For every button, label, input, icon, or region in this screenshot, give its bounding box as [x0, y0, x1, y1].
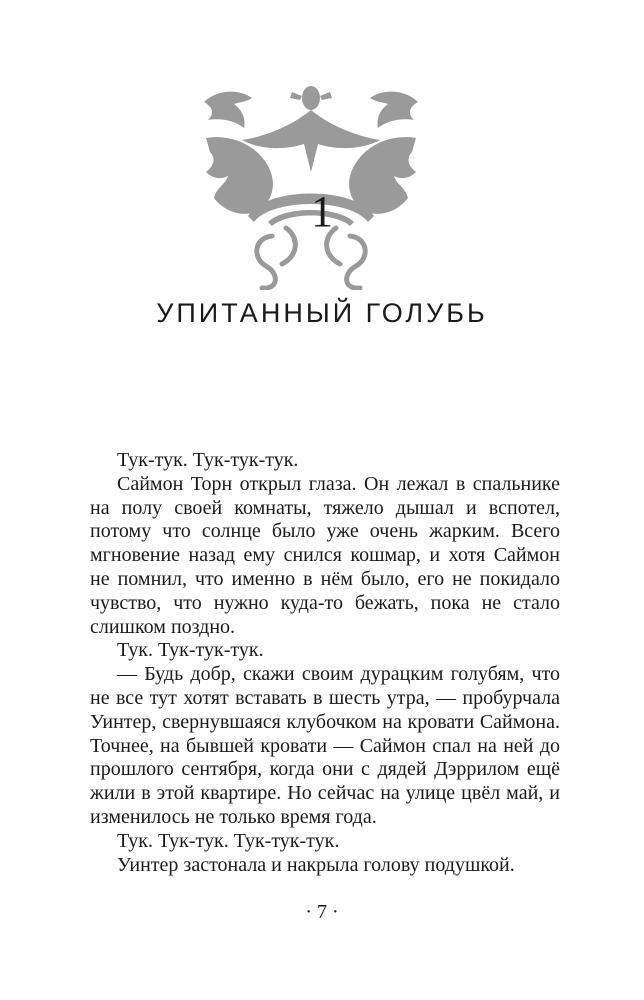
- paragraph: Тук. Тук-тук-тук.: [117, 639, 264, 662]
- chapter-emblem: [186, 80, 436, 290]
- body-text: [90, 449, 560, 877]
- page-number: · 7 ·: [305, 901, 339, 923]
- animal-ornament-icon: [186, 80, 436, 290]
- paragraph: — Будь добр, скажи своим дурацким голубям, что не все тут хотят вставать в шесть утра, — пробурчала Уинтер, свернувшаяся клубочком на кровати Саймона. Точнее, на бывшей кровати — Саймон спал на ней до прошлого сентября, когда они с дядей Дэррилом ещё жили в этой квартире. Но сейчас на улице цвёл май, и изменилось не только время года.: [90, 663, 560, 828]
- chapter-number: 1: [311, 187, 333, 236]
- paragraph: Тук. Тук-тук. Тук-тук-тук.: [117, 829, 340, 852]
- paragraph: Тук-тук. Тук-тук-тук.: [117, 449, 299, 471]
- chapter-title: УПИТАННЫЙ ГОЛУБЬ: [156, 298, 488, 328]
- paragraph: Уинтер застонала и накрыла голову подушкой.: [117, 853, 515, 876]
- paragraph: Саймон Торн открыл глаза. Он лежал в спальнике на полу своей комнаты, тяжело дышал и вспотел, потому что солнце было уже очень жарким. Всего мгновение назад ему снился кошмар, и хотя Саймон не помнил, что именно в нём было, его не покидало чувство, что нужно куда-то бежать, пока не стало слишком поздно.: [90, 472, 560, 638]
